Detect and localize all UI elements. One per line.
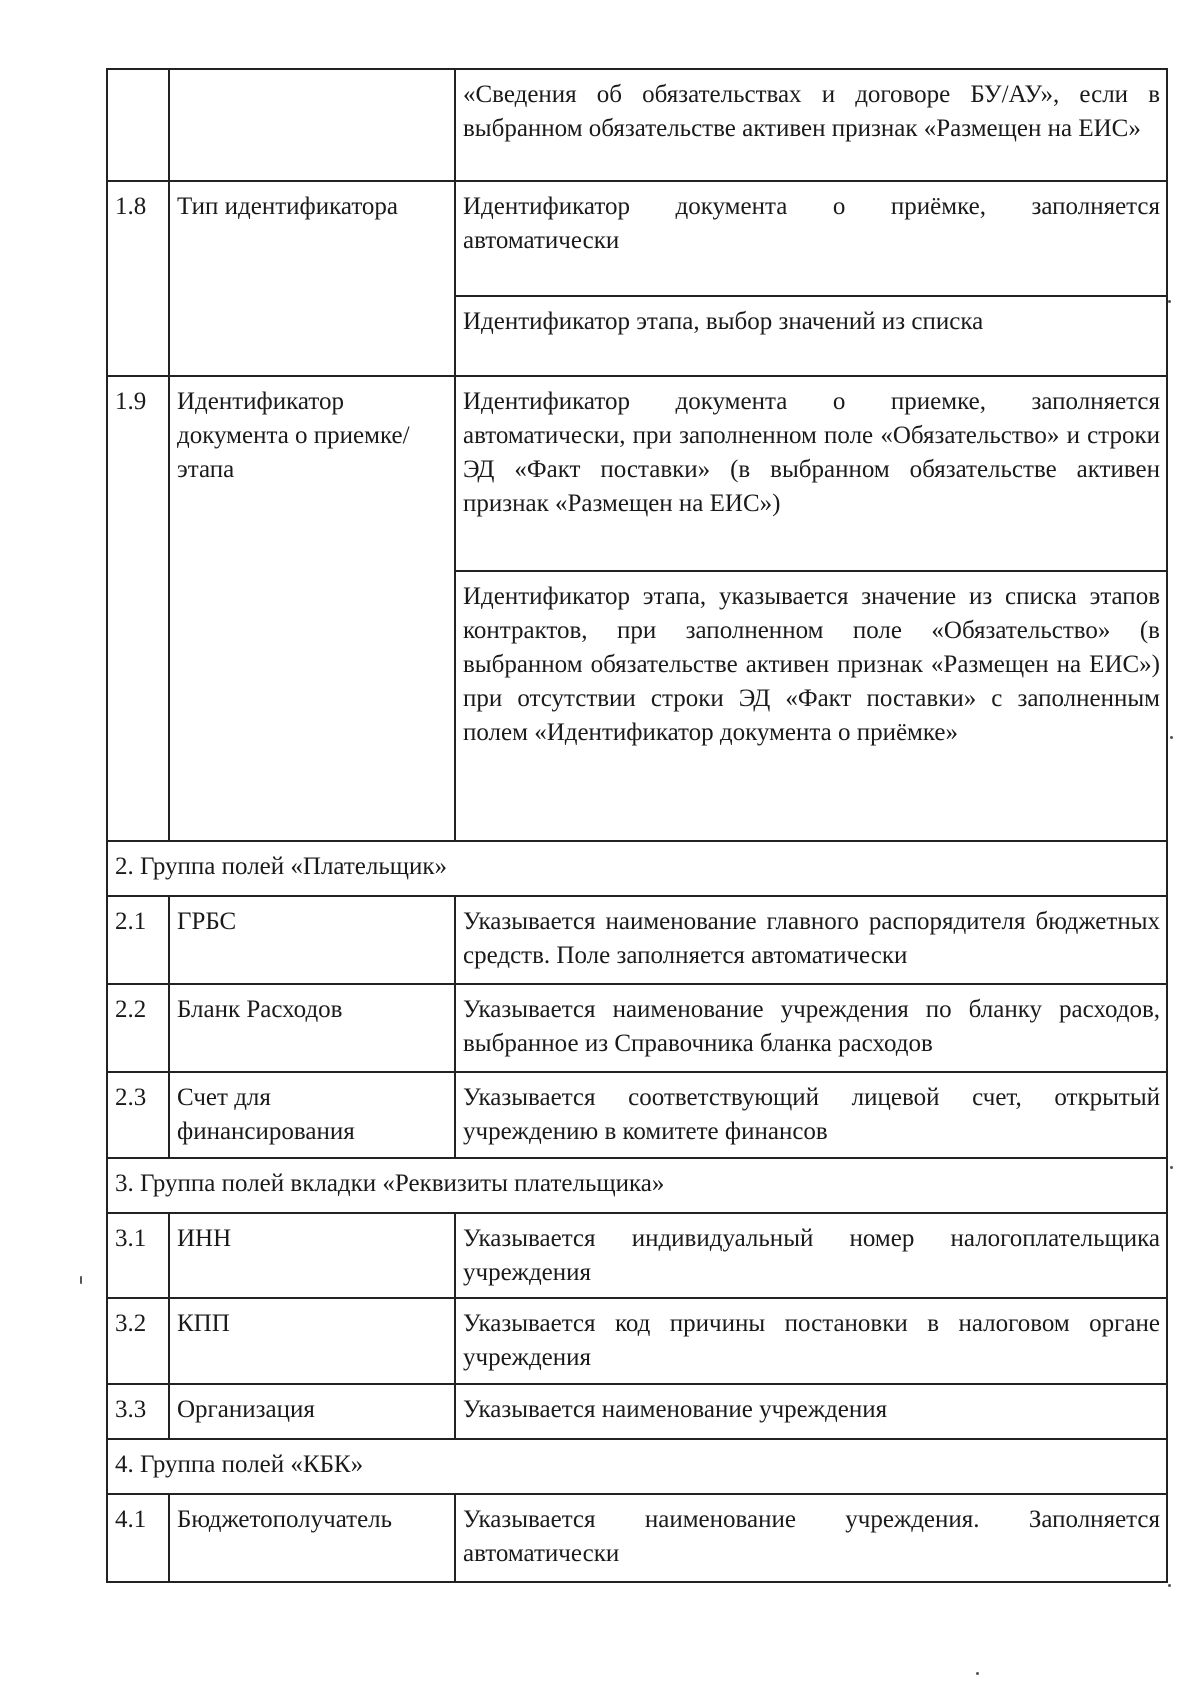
field-description: Идентификатор этапа, выбор значений из списка xyxy=(455,296,1167,376)
group-title: 4. Группа полей «КБК» xyxy=(107,1439,1167,1494)
row-number: 3.2 xyxy=(107,1298,169,1384)
row-number: 2.3 xyxy=(107,1072,169,1158)
field-name: ГРБС xyxy=(169,896,455,984)
scan-speck xyxy=(976,1672,979,1675)
table-row xyxy=(107,1072,1167,1158)
field-name: Тип идентификатора xyxy=(169,181,455,376)
group-title: 2. Группа полей «Плательщик» xyxy=(107,841,1167,896)
row-number-cell xyxy=(107,69,169,181)
row-number: 1.8 xyxy=(107,181,169,376)
field-description: Указывается индивидуальный номер налогоплательщика учреждения xyxy=(455,1213,1167,1298)
table-row xyxy=(107,1494,1167,1582)
field-name: Идентификатор документа о приемке/этапа xyxy=(169,376,455,841)
field-description: Идентификатор документа о приёмке, заполняется автоматически xyxy=(455,181,1167,296)
row-number: 3.3 xyxy=(107,1384,169,1439)
fields-table xyxy=(106,68,1168,1583)
field-description: Идентификатор этапа, указывается значение из списка этапов контрактов, при заполненном поле «Обязательство» (в выбранном обязательстве активен признак «Размещен на ЕИС») при отсутствии строки ЭД «Факт поставки» с заполненным полем «Идентификатор документа о приёмке» xyxy=(455,571,1167,841)
scan-speck xyxy=(1170,1166,1173,1169)
field-description: Указывается наименование главного распорядителя бюджетных средств. Поле заполняется автоматически xyxy=(455,896,1167,984)
group-header-row xyxy=(107,1439,1167,1494)
scan-speck xyxy=(1168,1584,1171,1587)
field-description: Указывается наименование учреждения по бланку расходов, выбранное из Справочника бланка расходов xyxy=(455,984,1167,1072)
field-description: Указывается соответствующий лицевой счет, открытый учреждению в комитете финансов xyxy=(455,1072,1167,1158)
field-name: ИНН xyxy=(169,1213,455,1298)
table-row xyxy=(107,1213,1167,1298)
field-name: Счет для финансирования xyxy=(169,1072,455,1158)
field-name: Бюджетополучатель xyxy=(169,1494,455,1582)
group-title: 3. Группа полей вкладки «Реквизиты плательщика» xyxy=(107,1158,1167,1213)
table-row xyxy=(107,896,1167,984)
table-row xyxy=(107,1298,1167,1384)
field-name: Организация xyxy=(169,1384,455,1439)
table-row xyxy=(107,984,1167,1072)
scan-speck xyxy=(1168,300,1171,303)
row-number: 2.1 xyxy=(107,896,169,984)
row-number: 3.1 xyxy=(107,1213,169,1298)
field-name: Бланк Расходов xyxy=(169,984,455,1072)
scan-speck xyxy=(1170,736,1173,739)
row-number: 4.1 xyxy=(107,1494,169,1582)
table-row xyxy=(107,1384,1167,1439)
field-description: Указывается наименование учреждения. Заполняется автоматически xyxy=(455,1494,1167,1582)
group-header-row xyxy=(107,1158,1167,1213)
scan-speck xyxy=(80,1276,82,1284)
group-header-row xyxy=(107,841,1167,896)
row-number: 2.2 xyxy=(107,984,169,1072)
row-number: 1.9 xyxy=(107,376,169,841)
field-description: Указывается код причины постановки в налоговом органе учреждения xyxy=(455,1298,1167,1384)
field-description: Указывается наименование учреждения xyxy=(455,1384,1167,1439)
field-name: КПП xyxy=(169,1298,455,1384)
field-description: Идентификатор документа о приемке, заполняется автоматически, при заполненном поле «Обязательство» и строки ЭД «Факт поставки» (в выбранном обязательстве активен признак «Размещен на ЕИС») xyxy=(455,376,1167,571)
table-row xyxy=(107,181,1167,296)
field-name-cell xyxy=(169,69,455,181)
field-description: «Сведения об обязательствах и договоре БУ/АУ», если в выбранном обязательстве активен признак «Размещен на ЕИС» xyxy=(455,69,1167,181)
table-row xyxy=(107,376,1167,571)
table-row xyxy=(107,69,1167,181)
